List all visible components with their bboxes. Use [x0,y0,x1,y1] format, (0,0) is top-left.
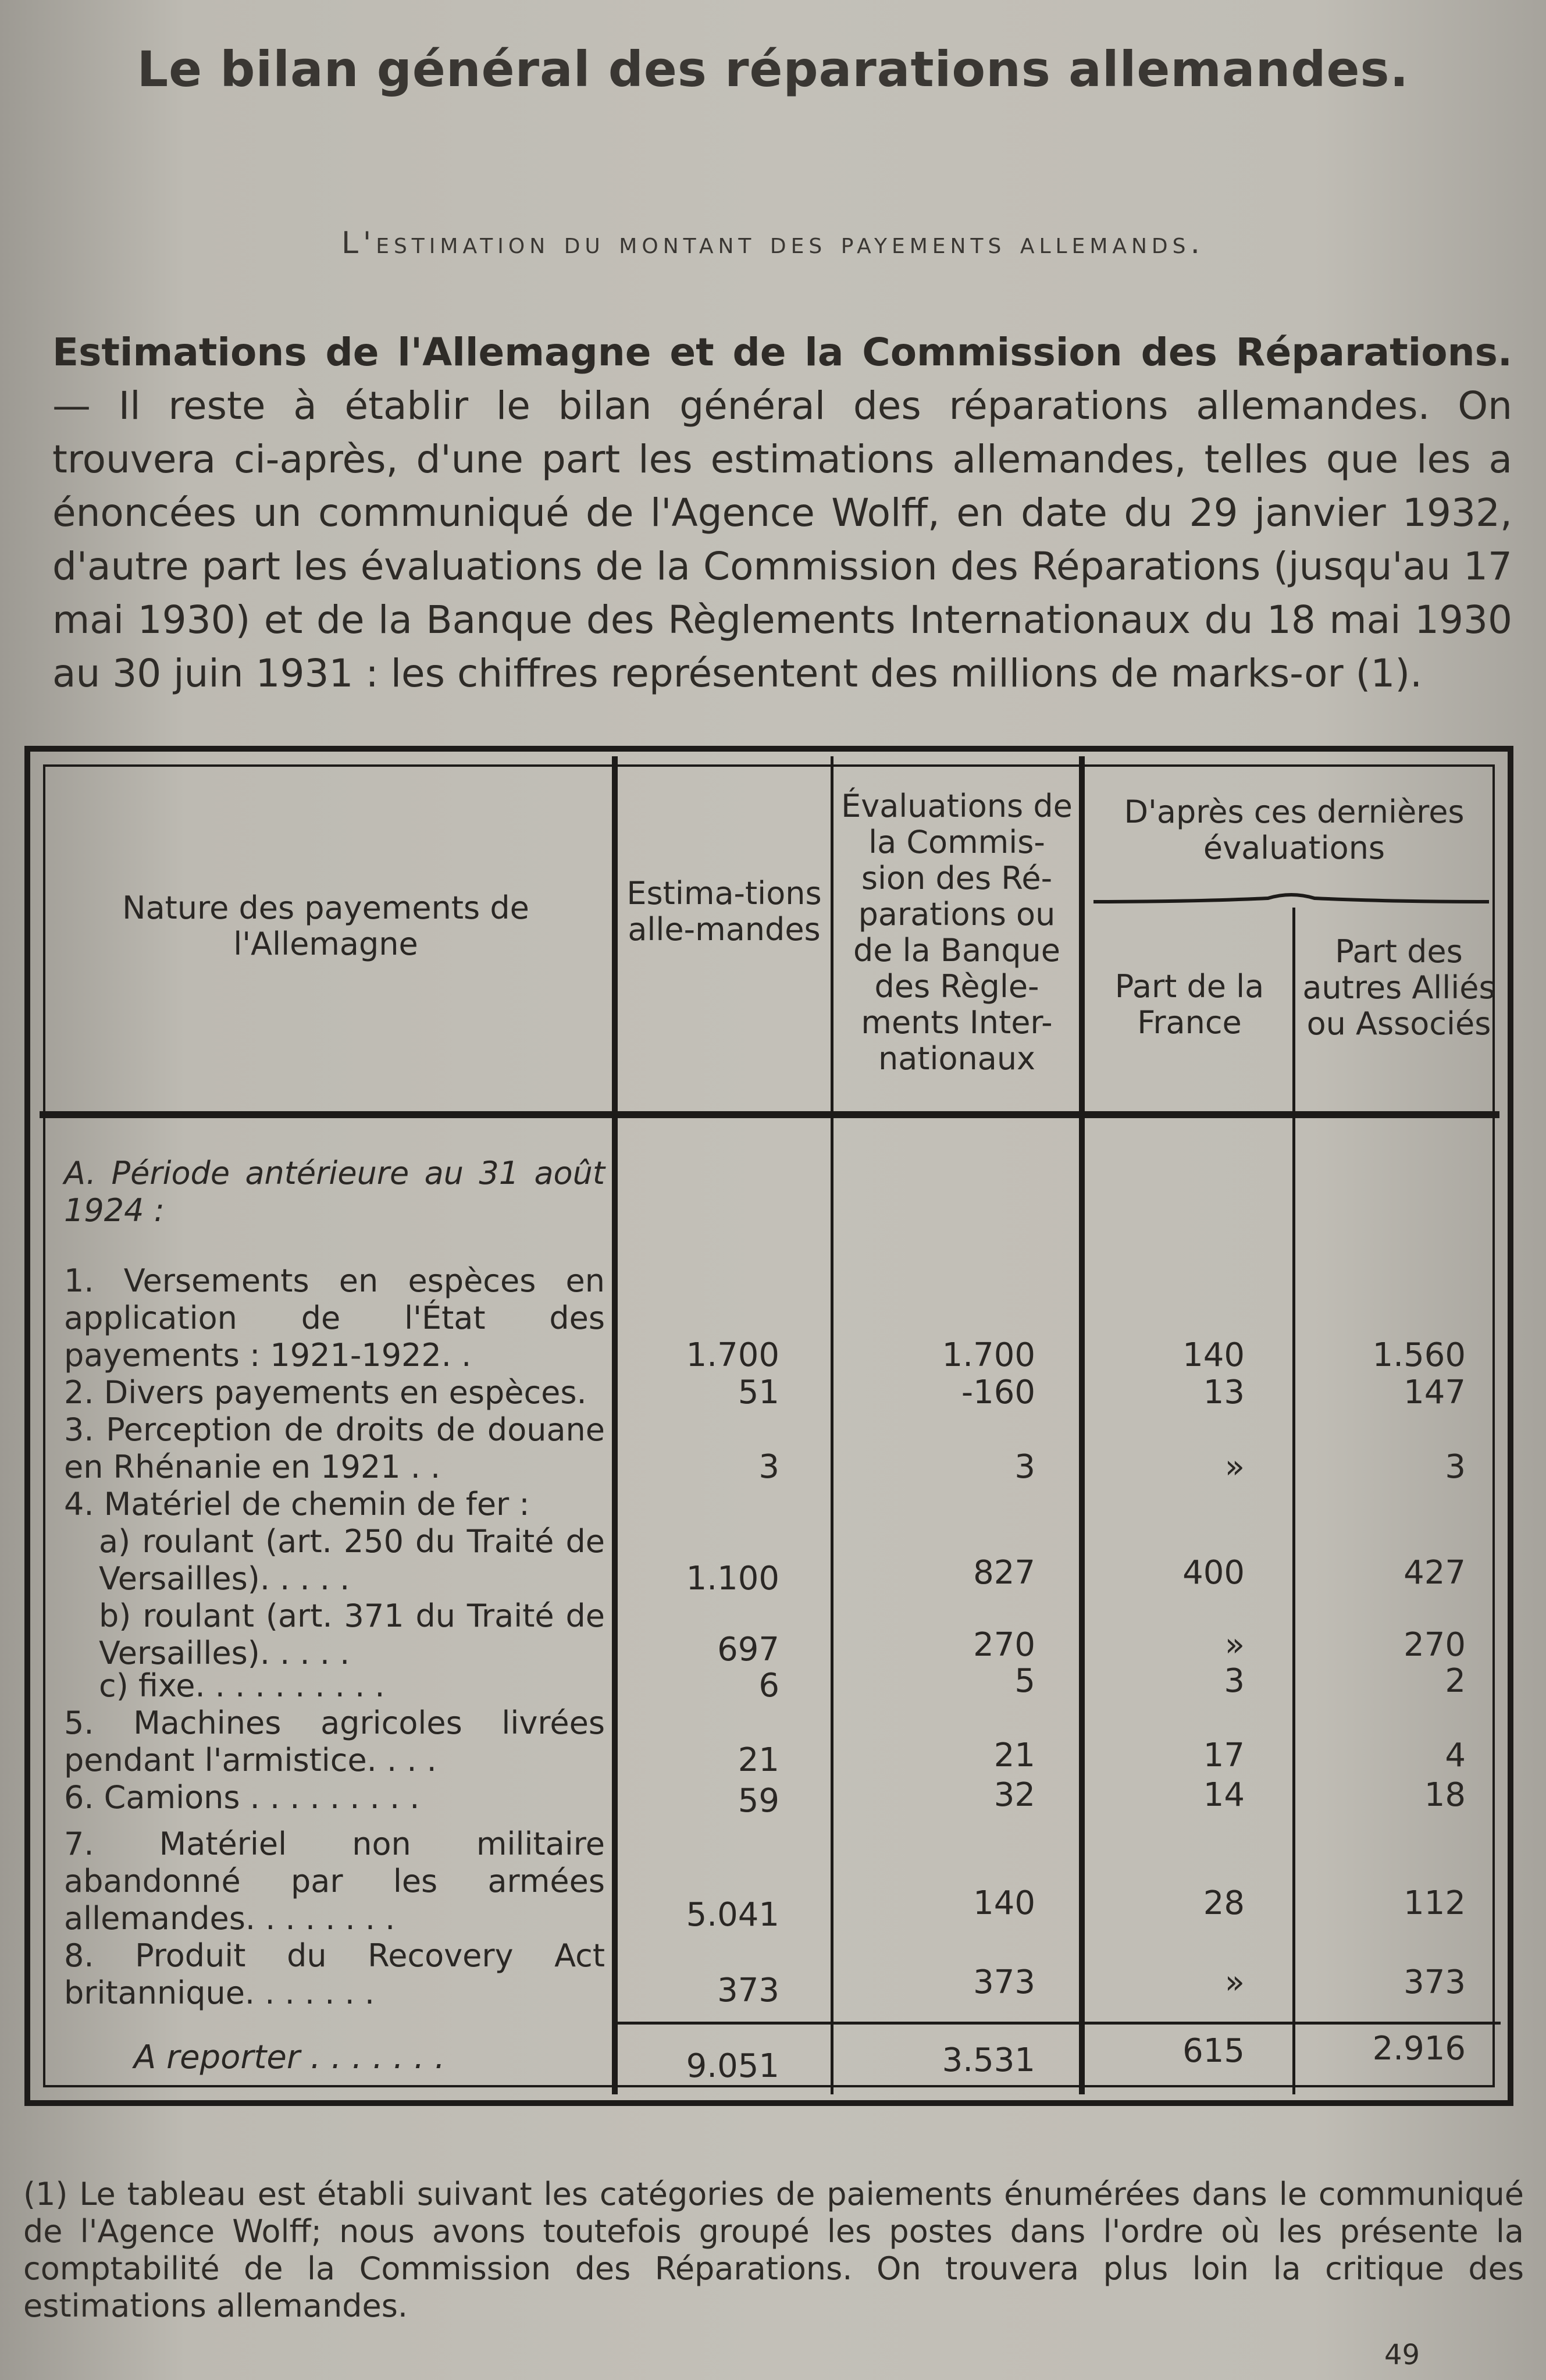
intro-lead: Estimations de l'Allemagne et de la Commission des Réparations. [52,330,1512,375]
cell-evaluation: 827 [973,1554,1035,1592]
cell-autres: 427 [1403,1554,1466,1592]
row-label: a) roulant (art. 250 du Traité de Versailles). . . . . [99,1523,605,1597]
row-label: 3. Perception de droits de douane en Rhénanie en 1921 . . [64,1411,605,1485]
cell-autres: 3 [1445,1448,1466,1486]
cell-france: 140 [1182,1336,1245,1374]
row-label: 2. Divers payements en espèces. [64,1374,587,1411]
header-group: D'après ces dernières évaluations [1124,794,1465,866]
intro-text: — Il reste à établir le bilan général des réparations allemandes. On trouvera ci-après, d'une part les estimations allemandes, telles que les a énoncées un communiqué de l'Agence Wolff, en date du 29 janvier 1932, d'autre part les évaluations de la Commission des Réparations (jusqu'au 17 mai 1930) et de la Banque des Règlements Internationaux du 18 mai 1930 au 30 juin 1931 : les chiffres représentent des millions de marks-or (1). [52,383,1512,696]
cell-evaluation: 140 [973,1884,1035,1922]
cell-autres: 4 [1445,1737,1466,1774]
cell-autres: 1.560 [1372,1336,1466,1374]
row-label: 4. Matériel de chemin de fer : [64,1486,530,1522]
cell-france: 400 [1182,1554,1245,1592]
total-label: A reporter . . . . . . . [134,2039,446,2076]
row-label: c) fixe. . . . . . . . . . [99,1667,385,1704]
cell-estimation: 1.100 [686,1560,779,1598]
row-label: b) roulant (art. 371 du Traité de Versailles). . . . . [99,1598,605,1671]
total-evaluation: 3.531 [942,2041,1035,2079]
total-estimation: 9.051 [686,2047,779,2085]
cell-evaluation: -160 [961,1374,1035,1411]
cell-evaluation: 5 [1014,1662,1035,1700]
cell-estimation: 1.700 [686,1336,779,1374]
cell-france: 17 [1203,1737,1245,1774]
cell-estimation: 5.041 [686,1896,779,1934]
row-label: 5. Machines agricoles livrées pendant l'armistice. . . . [64,1705,605,1778]
cell-autres: 147 [1403,1374,1466,1411]
cell-france: 3 [1224,1662,1245,1700]
cell-france: » [1224,1448,1245,1486]
cell-france: 28 [1203,1884,1245,1922]
cell-estimation: 3 [758,1448,779,1486]
cell-evaluation: 270 [973,1626,1035,1664]
cell-estimation: 59 [738,1782,779,1820]
cell-estimation: 697 [717,1631,779,1669]
cell-estimation: 51 [738,1374,779,1411]
cell-estimation: 21 [738,1741,779,1779]
header-estimations: Estima-tions alle-mandes [626,875,822,948]
cell-france: » [1224,1963,1245,2001]
header-nature: Nature des payements de l'Allemagne [122,890,529,962]
cell-autres: 2 [1445,1662,1466,1700]
cell-france: 14 [1203,1776,1245,1814]
cell-evaluation: 1.700 [942,1336,1035,1374]
section-heading: A. Période antérieure au 31 août 1924 : [64,1155,605,1229]
row-label: 7. Matériel non militaire abandonné par les armées allemandes. . . . . . . . [64,1826,605,1937]
header-evaluations: Évaluations de la Commis-sion des Ré-parations ou de la Banque des Règle-ments Inter-nationaux [841,788,1073,1077]
cell-france: » [1224,1626,1245,1664]
header-autres: Part des autres Alliés ou Associés [1302,933,1495,1042]
total-france: 615 [1182,2032,1245,2070]
cell-evaluation: 32 [993,1776,1035,1814]
page-title: Le bilan général des réparations allemandes. [137,41,1409,98]
cell-autres: 270 [1403,1626,1466,1664]
cell-autres: 373 [1403,1963,1466,2001]
footnote: (1) Le tableau est établi suivant les catégories de paiements énumérées dans le communiqué de l'Agence Wolff; nous avons toutefois groupé les postes dans l'ordre où les présente la comptabilité de la Commission des Réparations. On trouvera plus loin la critique des estimations allemandes. [23,2176,1524,2324]
cell-autres: 112 [1403,1884,1466,1922]
cell-autres: 18 [1424,1776,1466,1814]
page-number: 49 [1384,2339,1420,2371]
row-label: 6. Camions . . . . . . . . . [64,1779,420,1816]
row-label: 1. Versements en espèces en application de l'État des payements : 1921-1922. . [64,1262,605,1374]
cell-estimation: 6 [758,1667,779,1705]
total-autres: 2.916 [1372,2030,1466,2068]
cell-estimation: 373 [717,1972,779,2009]
cell-evaluation: 3 [1014,1448,1035,1486]
cell-evaluation: 21 [993,1737,1035,1774]
cell-france: 13 [1203,1374,1245,1411]
cell-evaluation: 373 [973,1963,1035,2001]
row-label: 8. Produit du Recovery Act britannique. . . . . . . [64,1937,605,2011]
header-france: Part de la France [1114,968,1264,1041]
section-subtitle: L'estimation du montant des payements allemands. [341,226,1205,261]
